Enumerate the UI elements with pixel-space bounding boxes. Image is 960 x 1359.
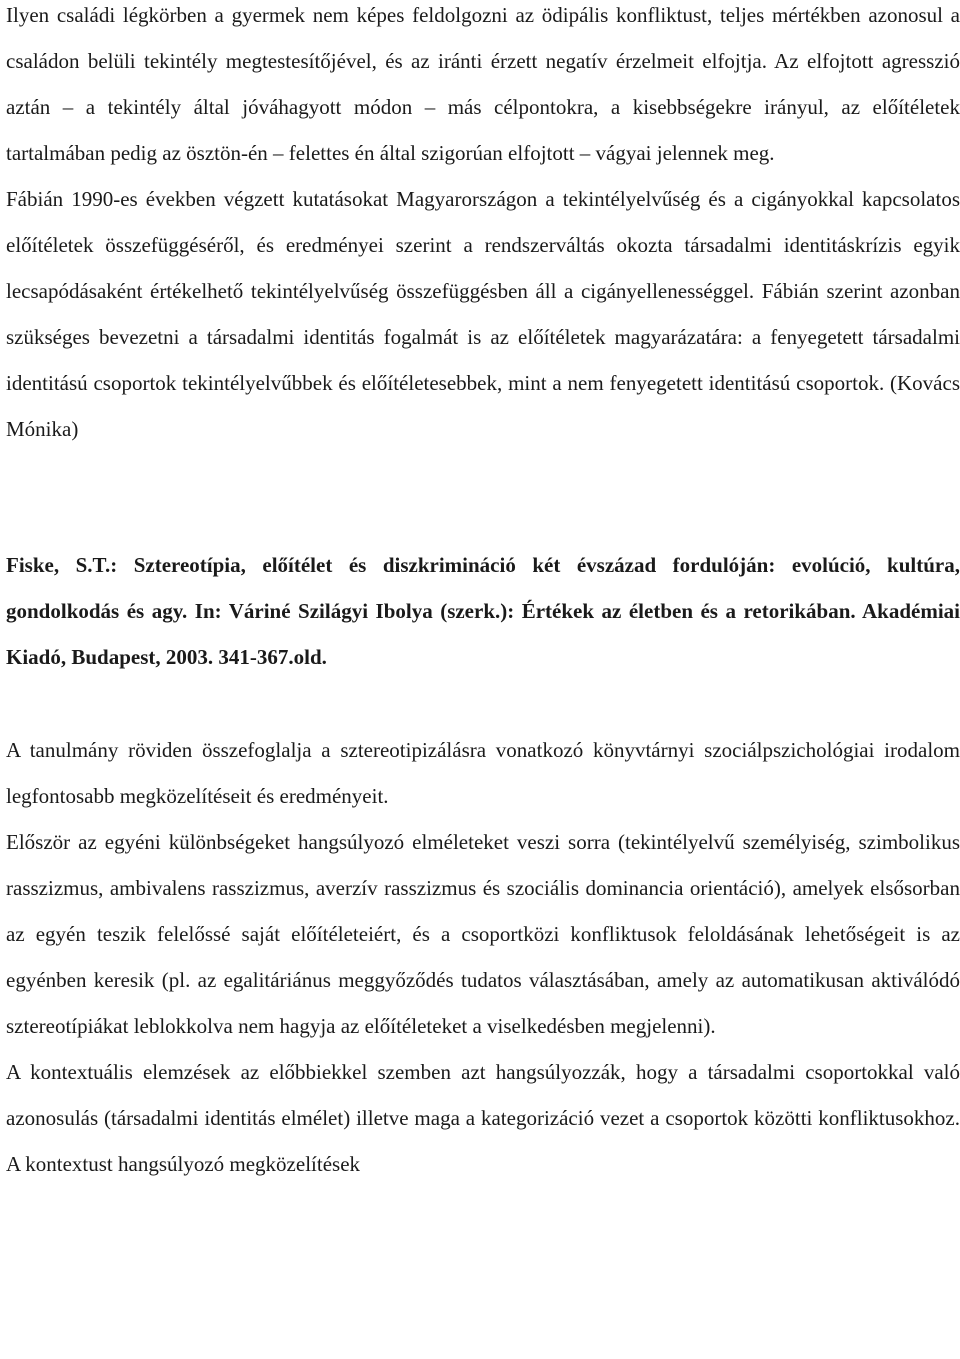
reference-citation: Fiske, S.T.: Sztereotípia, előítélet és diszkrimináció két évszázad fordulóján: evolúció, kultúra, gondolkodás és agy. In: Váriné Szilágyi Ibolya (szerk.): Értékek az életben és a retorikában. Akadémiai Kiadó, Budapest, 2003. 341-367.old. [6, 553, 960, 669]
paragraph-individual-differences: Először az egyéni különbségeket hangsúlyozó elméleteket veszi sorra (tekintélyelvű személyiség, szimbolikus rasszizmus, ambivalens rasszizmus, averzív rasszizmus és szociális dominancia orientáció), amelyek elsősorban az egyén teszik felelőssé saját előítéleteiért, és a csoportközi konfliktusok feloldásának lehetőségeit is az egyénben keresik (pl. az egalitáriánus meggyőződés tudatos választásában, amely az automatikusan aktiválódó sztereotípiákat leblokkolva nem hagyja az előítéleteket a viselkedésben megjelenni). [6, 830, 960, 1038]
paragraph-oedipal: Ilyen családi légkörben a gyermek nem képes feldolgozni az ödipális konfliktust, teljes mértékben azonosul a családon belüli tekintély megtestesítőjével, és az iránti érzett negatív érzelmeit elfojtja. Az elfojtott agresszió aztán – a tekintély által jóváhagyott módon – más célpontokra, a kisebbségekre irányul, az előítéletek tartalmában pedig az ösztön-én – felettes én által szigorúan elfojtott – vágyai jelennek meg. [6, 3, 960, 165]
paragraph-summary: A tanulmány röviden összefoglalja a sztereotipizálásra vonatkozó könyvtárnyi szociálpszichológiai irodalom legfontosabb megközelítéseit és eredményeit. [6, 738, 960, 808]
paragraph-fabian: Fábián 1990-es években végzett kutatásokat Magyarországon a tekintélyelvűség és a cigányokkal kapcsolatos előítéletek összefüggéséről, és eredményei szerint a rendszerváltás okozta társadalmi identitáskrízis egyik lecsapódásaként értékelhető tekintélyelvűség összefüggésben áll a cigányellenességgel. Fábián szerint azonban szükséges bevezetni a társadalmi identitás fogalmát is az előítéletek magyarázatára: a fenyegetett társadalmi identitású csoportok tekintélyelvűbbek és előítéletesebbek, mint a nem fenyegetett identitású csoportok. (Kovács Mónika) [6, 187, 960, 441]
paragraph-contextual: A kontextuális elemzések az előbbiekkel szemben azt hangsúlyozzák, hogy a társadalmi csoportokkal való azonosulás (társadalmi identitás elmélet) illetve maga a kategorizáció vezet a csoportok közötti konfliktusokhoz. A kontextust hangsúlyozó megközelítések [6, 1060, 960, 1176]
document-page [6, 0, 960, 1187]
